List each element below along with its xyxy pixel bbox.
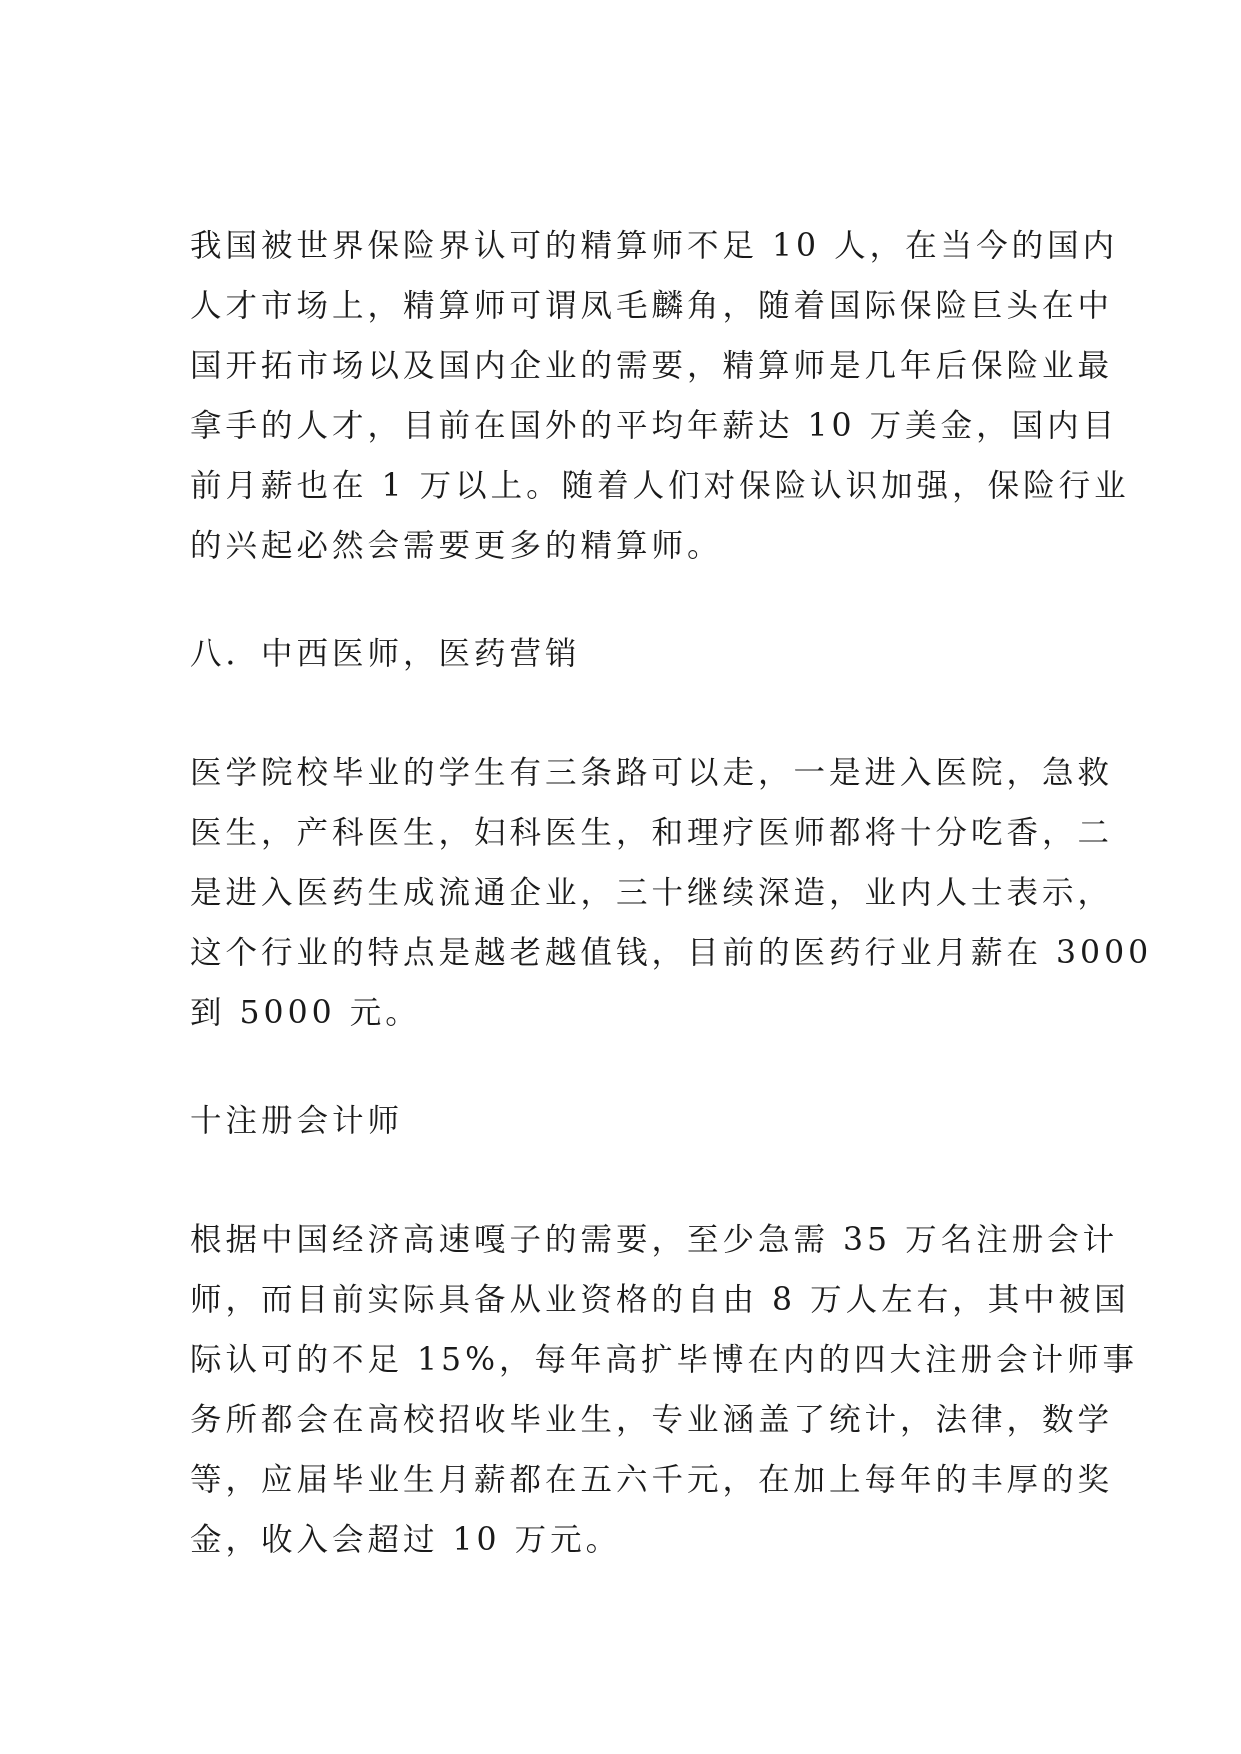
heading-text: 八．中西医师，医药营销 — [190, 636, 581, 672]
text-line: 师，而目前实际具备从业资格的自由 8 万人左右，其中被国 — [190, 1282, 1130, 1318]
paragraph-medicine — [190, 743, 1153, 1043]
text-line: 务所都会在高校招收毕业生，专业涵盖了统计，法律，数学 — [190, 1402, 1114, 1438]
section-heading-cpa — [190, 1091, 1070, 1151]
text-line: 金，收入会超过 10 万元。 — [190, 1522, 622, 1558]
text-line: 根据中国经济高速嘎子的需要，至少急需 35 万名注册会计 — [190, 1222, 1119, 1258]
text-line: 人才市场上，精算师可谓凤毛麟角，随着国际保险巨头在中 — [190, 288, 1114, 324]
text-line: 等，应届毕业生月薪都在五六千元，在加上每年的丰厚的奖 — [190, 1462, 1114, 1498]
text-line: 是进入医药生成流通企业，三十继续深造，业内人士表示， — [190, 875, 1114, 911]
heading-text: 十注册会计师 — [190, 1103, 404, 1139]
text-line: 拿手的人才，目前在国外的平均年薪达 10 万美金，国内目 — [190, 408, 1119, 444]
text-line: 前月薪也在 1 万以上。随着人们对保险认识加强，保险行业 — [190, 468, 1130, 504]
text-line: 到 5000 元。 — [190, 995, 421, 1031]
paragraph-cpa — [190, 1210, 1139, 1570]
text-line: 国开拓市场以及国内企业的需要，精算师是几年后保险业最 — [190, 348, 1114, 384]
text-line: 医生，产科医生，妇科医生，和理疗医师都将十分吃香，二 — [190, 815, 1114, 851]
section-heading-medicine — [190, 624, 1070, 684]
paragraph-actuary — [190, 216, 1130, 576]
text-line: 的兴起必然会需要更多的精算师。 — [190, 528, 723, 564]
text-line: 这个行业的特点是越老越值钱，目前的医药行业月薪在 3000 — [190, 935, 1153, 971]
text-line: 际认可的不足 15%，每年高扩毕博在内的四大注册会计师事 — [190, 1342, 1139, 1378]
text-line: 医学院校毕业的学生有三条路可以走，一是进入医院，急救 — [190, 755, 1114, 791]
text-line: 我国被世界保险界认可的精算师不足 10 人，在当今的国内 — [190, 228, 1119, 264]
